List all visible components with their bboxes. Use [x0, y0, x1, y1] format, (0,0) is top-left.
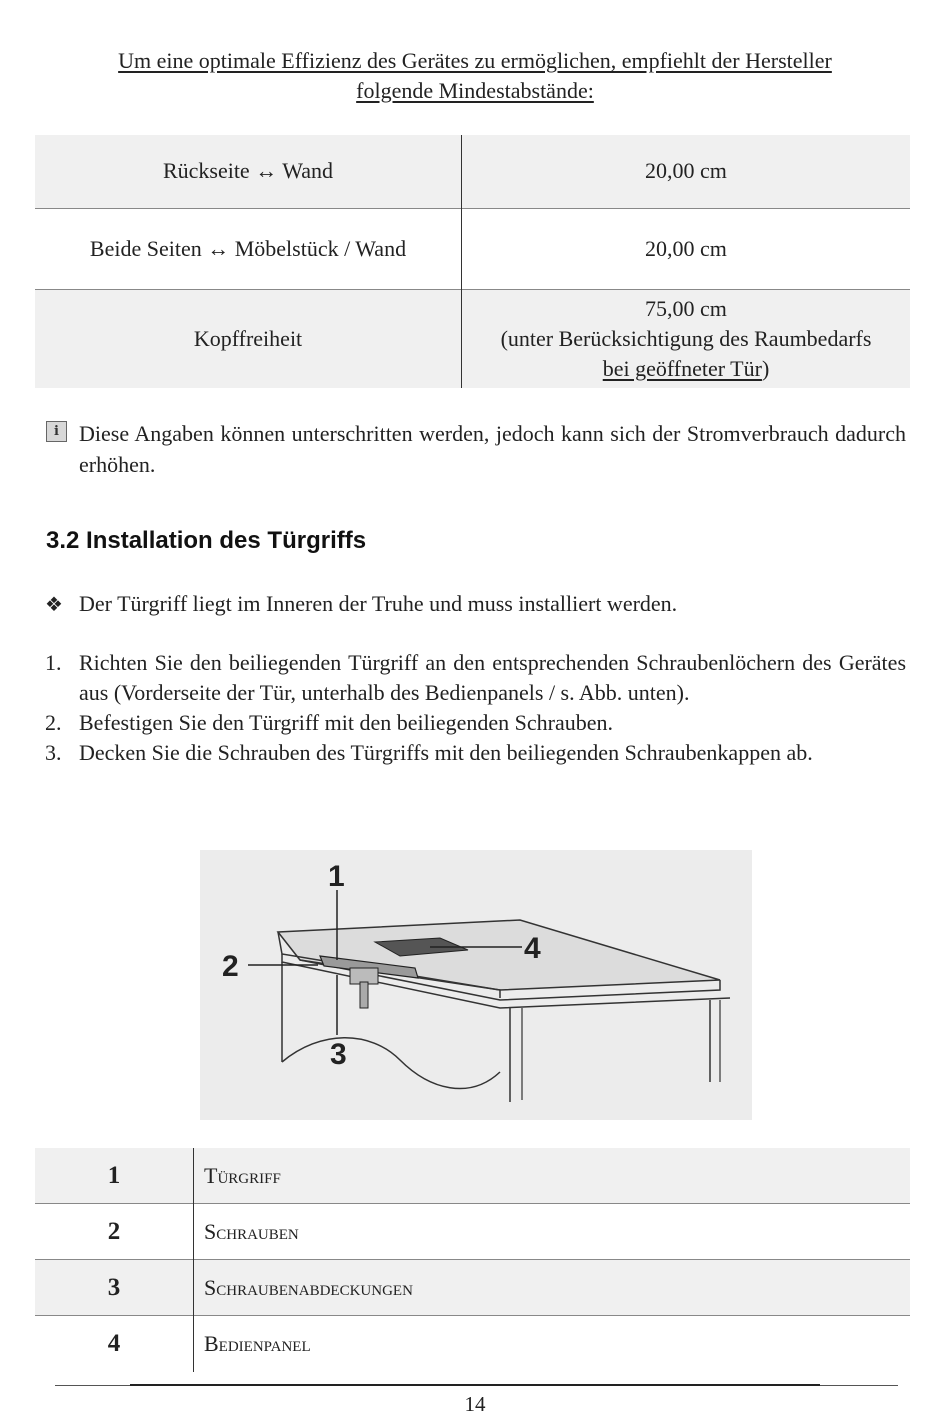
- table-row: [35, 1148, 910, 1204]
- table-row: [35, 1316, 910, 1372]
- distance-label: Rückseite ↔ Wand: [35, 135, 462, 208]
- info-icon: i: [46, 421, 67, 442]
- list-item: [45, 738, 906, 768]
- door-handle-figure: [200, 850, 752, 1120]
- step-number: 1.: [45, 650, 62, 675]
- footer-divider-bold: [130, 1384, 820, 1386]
- step-text: Befestigen Sie den Türgriff mit den beiliegenden Schrauben.: [79, 710, 613, 735]
- step-text: Decken Sie die Schrauben des Türgriffs mit den beiliegenden Schraubenkappen ab.: [79, 740, 813, 765]
- distance-row: [35, 135, 910, 208]
- section-heading: 3.2 Installation des Türgriffs: [46, 527, 367, 554]
- list-item: [45, 648, 906, 708]
- callout-label: 1: [328, 860, 345, 893]
- legend-number: 3: [35, 1260, 194, 1316]
- bullet-text: Der Türgriff liegt im Inneren der Truhe und muss installiert werden.: [79, 591, 678, 616]
- distance-table: [35, 135, 910, 388]
- distance-value: 20,00 cm: [462, 208, 911, 289]
- distance-label: Beide Seiten ↔ Möbelstück / Wand: [35, 208, 462, 289]
- distance-label: Kopffreiheit: [35, 289, 462, 388]
- legend-number: 4: [35, 1316, 194, 1372]
- callout-label: 4: [524, 932, 541, 965]
- distance-value: 75,00 cm (unter Berücksichtigung des Raumbedarfs bei geöffneter Tür): [462, 289, 911, 388]
- legend-table: [35, 1148, 910, 1372]
- legend-label: Schrauben: [194, 1204, 911, 1260]
- step-text: Richten Sie den beiliegenden Türgriff an den entsprechenden Schraubenlöchern des Gerätes aus (Vorderseite der Tür, unterhalb des Bedienpanels / s. Abb. unten).: [79, 650, 906, 705]
- diamond-bullet-icon: ❖: [45, 594, 63, 616]
- legend-label: Türgriff: [194, 1148, 911, 1204]
- intro-text: Um eine optimale Effizienz des Gerätes zu ermöglichen, empfiehlt der Hersteller folgende Mindestabstände:: [118, 48, 832, 103]
- callout-label: 3: [330, 1038, 347, 1071]
- legend-number: 2: [35, 1204, 194, 1260]
- list-item: [45, 708, 906, 738]
- legend-label: Schraubenabdeckungen: [194, 1260, 911, 1316]
- distance-row: [35, 208, 910, 289]
- table-row: [35, 1204, 910, 1260]
- step-list: [45, 648, 906, 768]
- callout-label: 2: [222, 950, 239, 983]
- step-number: 3.: [45, 740, 62, 765]
- distance-value: 20,00 cm: [462, 135, 911, 208]
- legend-label: Bedienpanel: [194, 1316, 911, 1372]
- freezer-illustration: [200, 850, 752, 1120]
- table-row: [35, 1260, 910, 1316]
- step-number: 2.: [45, 710, 62, 735]
- legend-number: 1: [35, 1148, 194, 1204]
- page-number: 14: [464, 1392, 486, 1416]
- distance-row: [35, 289, 910, 388]
- note-text: Diese Angaben können unterschritten werden, jedoch kann sich der Stromverbrauch dadurch erhöhen.: [79, 421, 906, 477]
